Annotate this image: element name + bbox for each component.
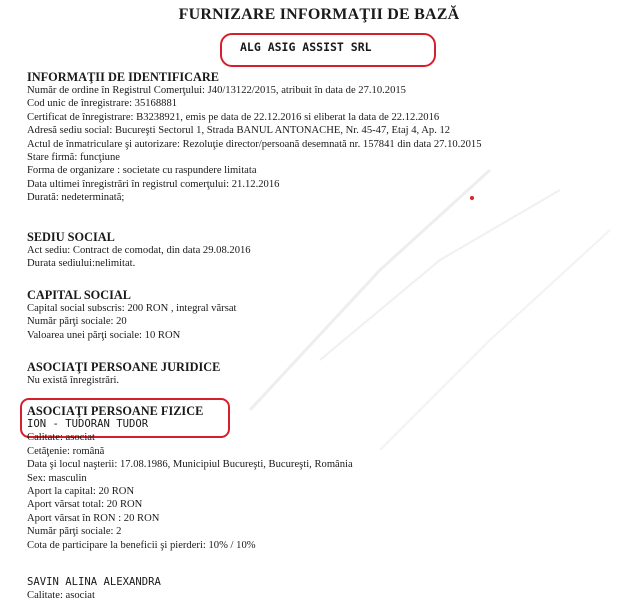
section-heading: ASOCIAŢI PERSOANE JURIDICE	[27, 360, 221, 374]
section-juridice	[27, 360, 220, 387]
text-line: Număr de ordine în Registrul Comerţului: J40/13122/2015, atribuit în data de 27.10.2015	[27, 85, 406, 96]
text-line: Capital social subscris: 200 RON , integral vărsat	[27, 303, 237, 314]
text-line: Aport vărsat total: 20 RON	[27, 499, 143, 511]
section-heading: ASOCIAŢI PERSOANE FIZICE	[27, 404, 204, 418]
text-line: Nu există înregistrări.	[27, 375, 120, 386]
text-line: Număr părţi sociale: 20	[27, 316, 127, 328]
text-line: Calitate: asociat	[27, 432, 95, 444]
text-line: Sex: masculin	[27, 472, 87, 484]
text-line: Actul de înmatriculare şi autorizare: Rezoluţie director/persoană desemnată nr. 157841 din data 27.10.2015	[27, 138, 482, 150]
text-line: Cetăţenie: română	[27, 445, 105, 457]
text-line: Adresă sediu social: Bucureşti Sectorul 1, Strada BANUL ANTONACHE, Nr. 45-47, Etaj 4, Ap. 12	[27, 125, 451, 137]
company-name: ALG ASIG ASSIST SRL	[240, 40, 372, 54]
text-line: Calitate: asociat	[27, 590, 95, 602]
text-line: Data şi locul naşterii: 17.08.1986, Municipiul Bucureşti, Bucureşti, România	[27, 459, 353, 471]
text-line: Act sediu: Contract de comodat, din data 29.08.2016	[27, 245, 251, 256]
section-heading: SEDIU SOCIAL	[27, 230, 115, 244]
text-line: Certificat de înregistrare: B3238921, emis pe data de 22.12.2016 si eliberat la data de 22.12.2016	[27, 111, 440, 123]
text-line: Durată: nedeterminată;	[27, 192, 125, 204]
text-line: Durata sediului:nelimitat.	[27, 258, 136, 270]
text-line: Aport vărsat în RON : 20 RON	[27, 512, 160, 524]
person-name: ION - TUDORAN TUDOR	[27, 418, 149, 430]
text-line: Cod unic de înregistrare: 35168881	[27, 98, 178, 110]
text-line: Număr părţi sociale: 2	[27, 526, 122, 538]
person-name: SAVIN ALINA ALEXANDRA	[27, 576, 161, 588]
text-line: Stare firmă: funcţiune	[27, 152, 120, 164]
document-title: FURNIZARE INFORMAŢII DE BAZĂ	[178, 6, 460, 23]
text-line: Aport la capital: 20 RON	[27, 486, 135, 498]
text-line: Data ultimei înregistrări în registrul comerţului: 21.12.2016	[27, 178, 280, 190]
section-sediu	[27, 230, 251, 271]
text-line: Cota de participare la beneficii şi pierderi: 10% / 10%	[27, 539, 256, 551]
text-line: Valoarea unei părţi sociale: 10 RON	[27, 329, 181, 341]
section-capital	[27, 288, 236, 342]
section-fizice	[27, 404, 353, 552]
section-person2	[27, 576, 161, 603]
section-heading: CAPITAL SOCIAL	[27, 288, 131, 302]
section-identificare	[27, 70, 482, 205]
section-heading: INFORMAŢII DE IDENTIFICARE	[27, 70, 219, 84]
red-mark	[470, 196, 474, 200]
text-line: Forma de organizare : societate cu raspundere limitata	[27, 165, 257, 177]
